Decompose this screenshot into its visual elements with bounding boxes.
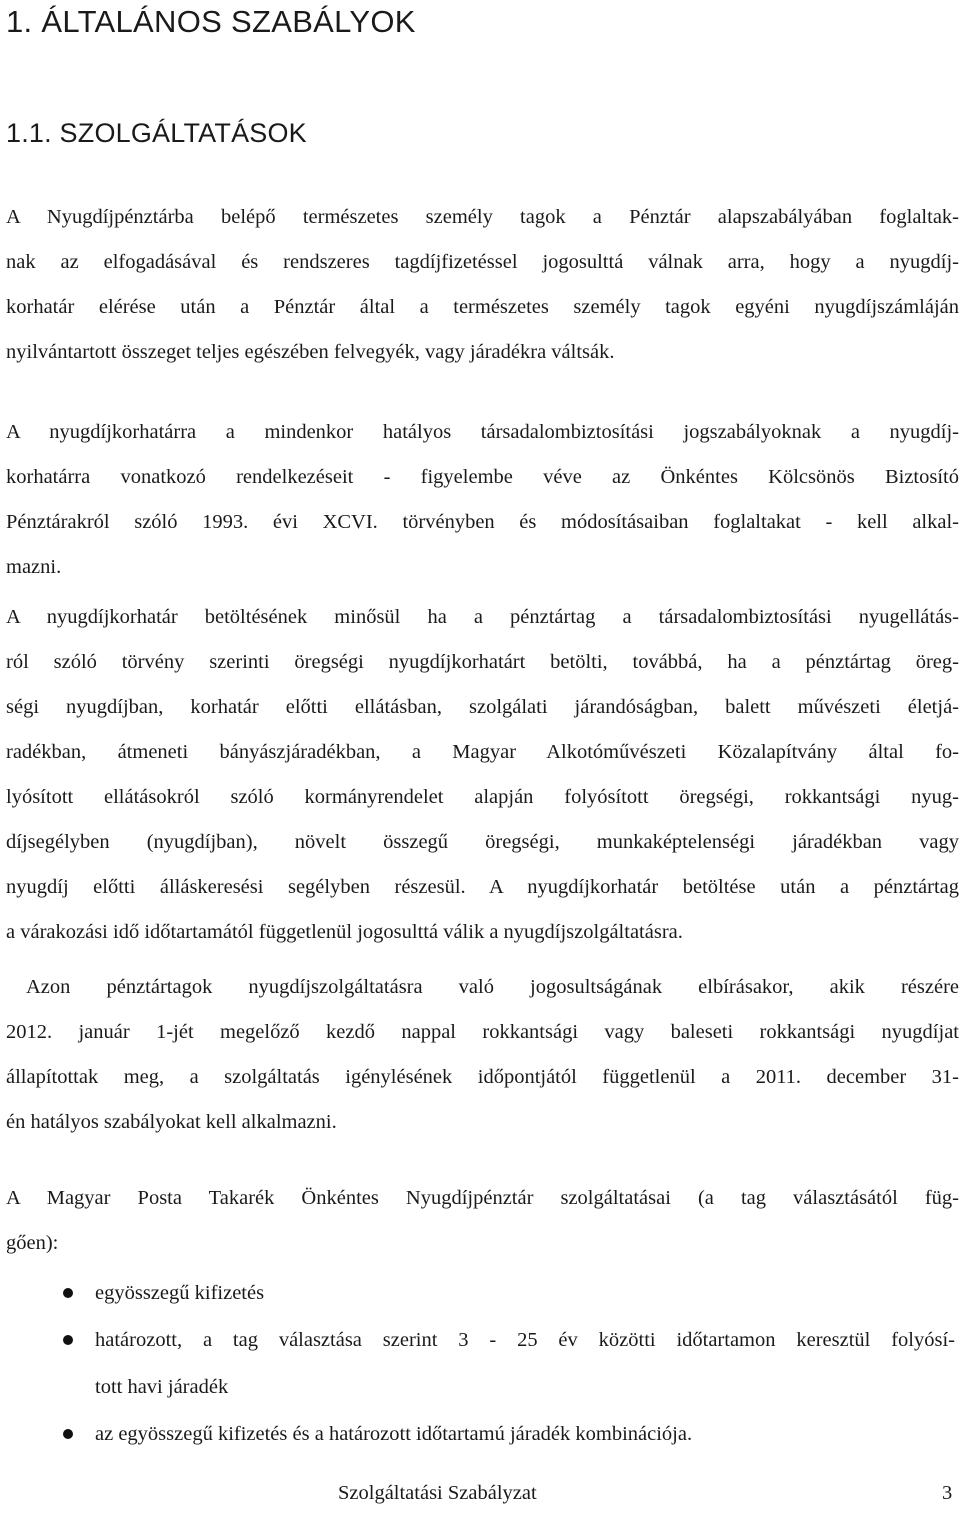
- text-line: állapítottak meg, a szolgáltatás igénylésének időpontjától függetlenül a 2011. december 31-: [6, 1066, 959, 1088]
- list-item-text: egyösszegű kifizetés: [95, 1282, 265, 1304]
- text-line: A nyugdíjkorhatárra a mindenkor hatályos társadalombiztosítási jogszabályoknak a nyugdíj-: [6, 421, 959, 443]
- list-item: [0, 1317, 960, 1411]
- paragraph-services-intro: [6, 1176, 959, 1266]
- bullet-icon: [63, 1288, 73, 1298]
- text-line: mazni.: [6, 556, 62, 578]
- text-line: ról szóló törvény szerinti öregségi nyugdíjkorhatárt betölti, továbbá, ha a pénztártag öreg-: [6, 651, 959, 673]
- text-line: korhatár elérése után a Pénztár által a természetes személy tagok egyéni nyugdíjszámláján: [6, 296, 959, 318]
- subsection-heading: 1.1. SZOLGÁLTATÁSOK: [6, 118, 307, 148]
- text-line: Pénztárakról szóló 1993. évi XCVI. törvényben és módosításaiban foglaltakat - kell alkal-: [6, 511, 959, 533]
- text-line: gően):: [6, 1232, 59, 1254]
- text-line: 2012. január 1-jét megelőző kezdő nappal rokkantsági vagy baleseti rokkantsági nyugdíjat: [6, 1021, 959, 1043]
- text-line: radékban, átmeneti bányászjáradékban, a Magyar Alkotóművészeti Közalapítvány által fo-: [6, 741, 959, 763]
- footer-title: Szolgáltatási Szabályzat: [338, 1482, 537, 1504]
- text-line: nyilvántartott összeget teljes egészében felvegyék, vagy járadékra váltsák.: [6, 341, 615, 363]
- paragraph-membership: [6, 195, 959, 375]
- text-line: én hatályos szabályokat kell alkalmazni.: [6, 1111, 337, 1133]
- text-line: nak az elfogadásával és rendszeres tagdíjfizetéssel jogosulttá válnak arra, hogy a nyugdíj-: [6, 251, 959, 273]
- text-line: a várakozási idő időtartamától függetlenül jogosulttá válik a nyugdíjszolgáltatásra.: [6, 921, 683, 943]
- text-line: Azon pénztártagok nyugdíjszolgáltatásra való jogosultságának elbírásakor, akik részére: [26, 976, 959, 998]
- bullet-icon: [63, 1429, 73, 1439]
- list-item-text: tott havi járadék: [95, 1376, 229, 1398]
- paragraph-qualification: [6, 595, 959, 955]
- text-line: díjsegélyben (nyugdíjban), növelt összegű öregségi, munkaképtelenségi járadékban vagy: [6, 831, 959, 853]
- list-item-text: az egyösszegű kifizetés és a határozott időtartamú járadék kombinációja.: [95, 1423, 693, 1445]
- bullet-icon: [63, 1335, 73, 1345]
- text-line: A Nyugdíjpénztárba belépő természetes személy tagok a Pénztár alapszabályában foglaltak-: [6, 206, 959, 228]
- text-line: nyugdíj előtti álláskeresési segélyben részesül. A nyugdíjkorhatár betöltése után a pénztártag: [6, 876, 959, 898]
- paragraph-retirement-age: [6, 410, 959, 590]
- text-line: A Magyar Posta Takarék Önkéntes Nyugdíjpénztár szolgáltatásai (a tag választásától füg-: [6, 1187, 959, 1209]
- list-item: [0, 1270, 960, 1317]
- text-line: A nyugdíjkorhatár betöltésének minősül ha a pénztártag a társadalombiztosítási nyugellátás-: [6, 606, 959, 628]
- page-number: 3: [942, 1482, 953, 1504]
- list-item: [0, 1411, 960, 1458]
- text-line: ségi nyugdíjban, korhatár előtti ellátásban, szolgálati járandóságban, balett művészeti életjá-: [6, 696, 959, 718]
- list-item-text: határozott, a tag választása szerint 3 - 25 év közötti időtartamon keresztül folyósí-: [95, 1329, 955, 1351]
- text-line: korhatárra vonatkozó rendelkezéseit - figyelembe véve az Önkéntes Kölcsönös Biztosító: [6, 466, 959, 488]
- text-line: lyósított ellátásokról szóló kormányrendelet alapján folyósított öregségi, rokkantsági nyug-: [6, 786, 959, 808]
- section-heading: 1. ÁLTALÁNOS SZABÁLYOK: [6, 4, 416, 39]
- services-list: [0, 1270, 960, 1458]
- paragraph-disability-pension: [6, 965, 959, 1145]
